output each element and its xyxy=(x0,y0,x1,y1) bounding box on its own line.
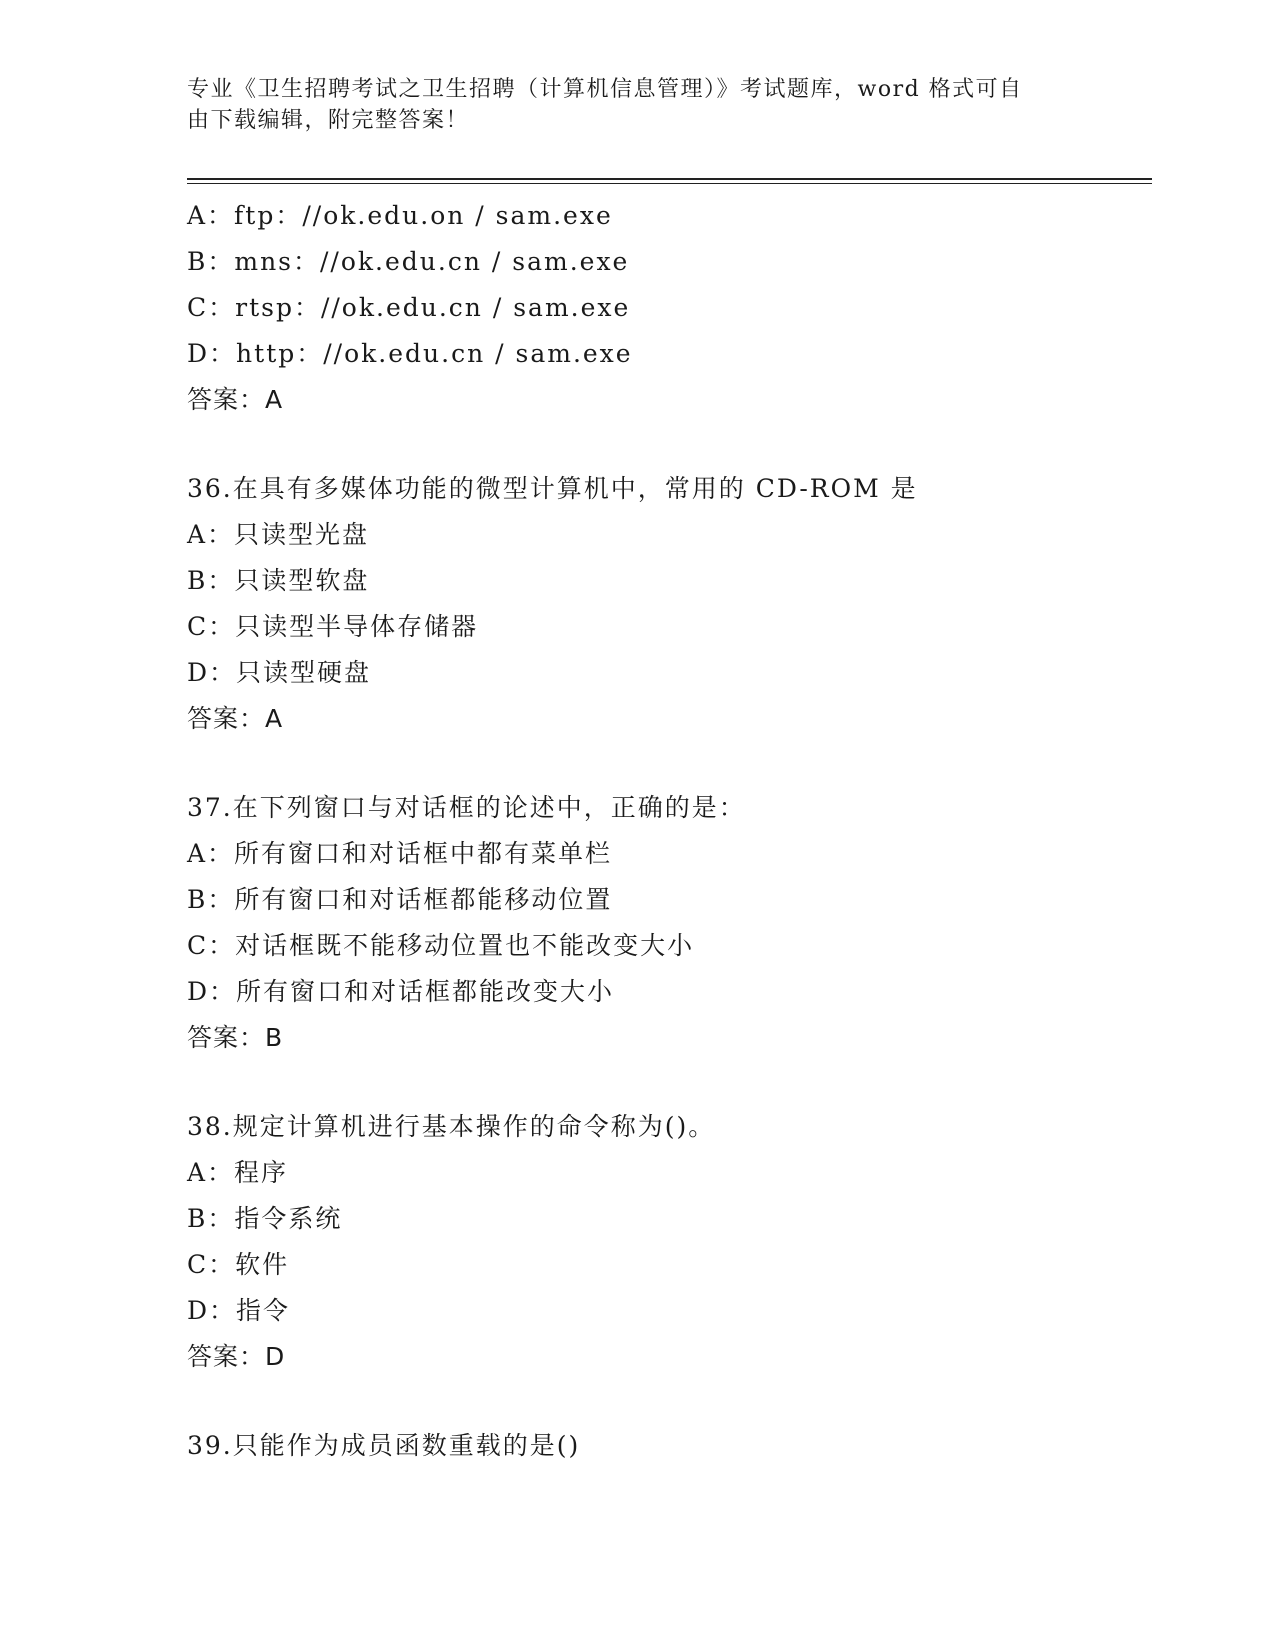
question-text: 37.在下列窗口与对话框的论述中，正确的是： xyxy=(187,793,746,822)
question-block-39 xyxy=(187,1423,1147,1469)
spacer xyxy=(187,742,1147,785)
option-a: A：ftp：//ok.edu.on / sam.exe xyxy=(187,201,613,230)
spacer xyxy=(187,1061,1147,1104)
question-block-38 xyxy=(187,1104,1147,1380)
option-d: D：http：//ok.edu.cn / sam.exe xyxy=(187,339,633,368)
header-divider-thin xyxy=(187,183,1152,184)
question-block-36 xyxy=(187,466,1147,742)
option-b: B：指令系统 xyxy=(187,1204,343,1233)
option-c: C：对话框既不能移动位置也不能改变大小 xyxy=(187,931,695,960)
option-a: A：所有窗口和对话框中都有菜单栏 xyxy=(187,839,613,868)
question-block-35 xyxy=(187,193,1147,423)
option-b: B：mns：//ok.edu.cn / sam.exe xyxy=(187,247,630,276)
spacer xyxy=(187,423,1147,466)
header-line-1: 专业《卫生招聘考试之卫生招聘（计算机信息管理）》考试题库，word 格式可自 xyxy=(187,77,1023,102)
option-a: A：只读型光盘 xyxy=(187,520,370,549)
spacer xyxy=(187,1380,1147,1423)
option-d: D：指令 xyxy=(187,1296,291,1325)
question-text: 38.规定计算机进行基本操作的命令称为()。 xyxy=(187,1112,716,1141)
header-line-2: 由下载编辑，附完整答案！ xyxy=(187,108,470,133)
option-c: C：rtsp：//ok.edu.cn / sam.exe xyxy=(187,293,631,322)
answer-line: 答案：A xyxy=(187,385,284,414)
answer-line: 答案：D xyxy=(187,1342,286,1371)
option-b: B：所有窗口和对话框都能移动位置 xyxy=(187,885,613,914)
question-list xyxy=(187,193,1147,1469)
document-header xyxy=(187,74,1067,136)
option-c: C：只读型半导体存储器 xyxy=(187,612,479,641)
question-text: 39.只能作为成员函数重载的是() xyxy=(187,1431,581,1460)
option-d: D：只读型硬盘 xyxy=(187,658,372,687)
option-c: C：软件 xyxy=(187,1250,290,1279)
option-b: B：只读型软盘 xyxy=(187,566,370,595)
question-text: 36.在具有多媒体功能的微型计算机中，常用的 CD-ROM 是 xyxy=(187,474,918,503)
answer-line: 答案：A xyxy=(187,704,284,733)
option-d: D：所有窗口和对话框都能改变大小 xyxy=(187,977,615,1006)
answer-line: 答案：B xyxy=(187,1023,284,1052)
header-divider-thick xyxy=(187,178,1152,180)
option-a: A：程序 xyxy=(187,1158,289,1187)
question-block-37 xyxy=(187,785,1147,1061)
